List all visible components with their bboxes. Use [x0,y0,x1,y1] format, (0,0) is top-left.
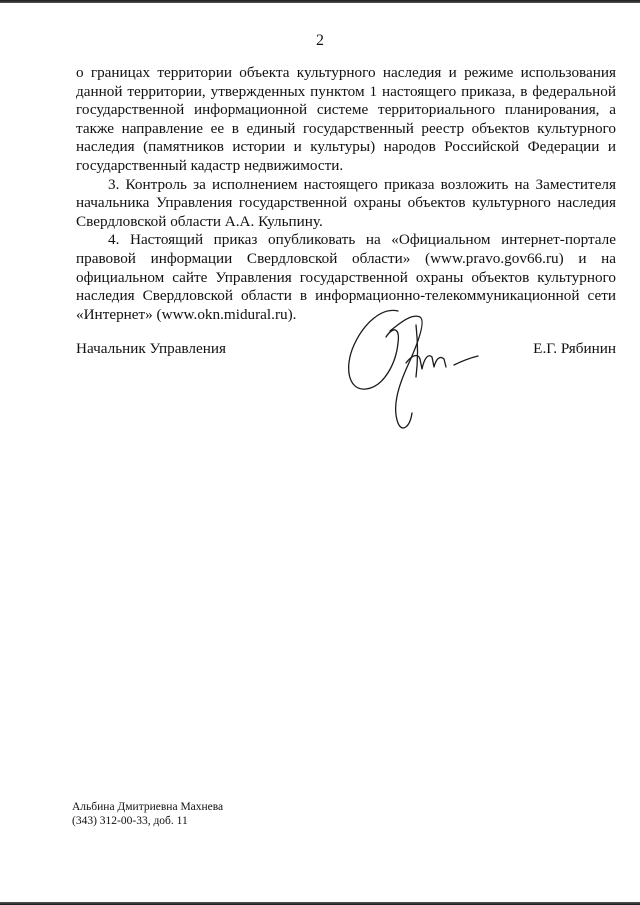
signatory-title: Начальник Управления [76,340,226,357]
executor-phone: (343) 312-00-33, доб. 11 [72,815,188,827]
paragraph-continuation: о границах территории объекта культурного наследия и режиме использования данной территории, утвержденных пунктом 1 настоящего приказа, в федеральной государственной информационной системе территориального планирования, а также направление ее в единый государственный реестр объектов культурного наследия (памятников истории и культуры) народов Российской Федерации и государственный кадастр недвижимости. [76,64,616,174]
executor-name: Альбина Дмитриевна Махнева [72,801,224,813]
document-body [76,64,616,324]
scan-top-edge [0,0,640,3]
page-number: 2 [316,32,324,49]
paragraph-publication: 4. Настоящий приказ опубликовать на «Официальном интернет-портале правовой информации Свердловской области» (www.pravo.gov66.ru) и на официальном сайте Управления государственной охраны объектов культурного наследия Свердловской области в информационно-телекоммуникационной сети «Интернет» (www.okn.midural.ru). [76,231,616,323]
paragraph-control: 3. Контроль за исполнением настоящего приказа возложить на Заместителя начальника Управления государственной охраны объектов культурного наследия Свердловской области А.А. Кульпину. [76,175,616,230]
handwritten-signature [338,303,488,438]
executor-info [72,800,223,828]
signatory-name: Е.Г. Рябинин [533,340,616,357]
